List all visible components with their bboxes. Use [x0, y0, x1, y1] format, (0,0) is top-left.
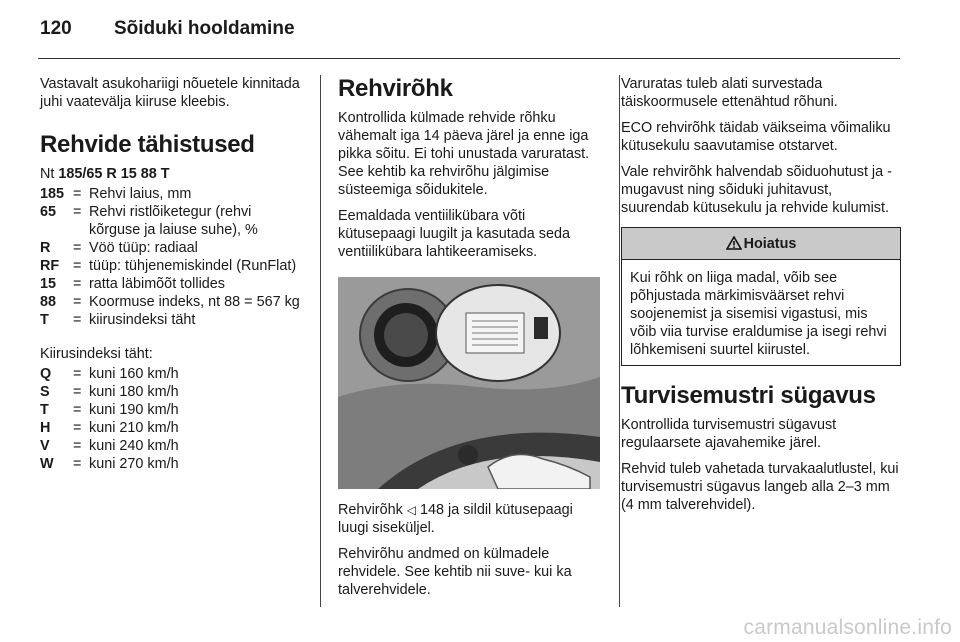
wrong-pressure-paragraph: Vale rehvirõhk halvendab sõiduohutust ja -mugavust ning sõiduki juhitavust, suurendab kütusekulu ja rehvide kulumist. — [621, 164, 892, 216]
list-item: S = kuni 180 km/h — [40, 384, 179, 400]
list-item: 15 = ratta läbimõõt tollides — [40, 276, 225, 292]
list-item: V = kuni 240 km/h — [40, 438, 179, 454]
list-item: 88 = Koormuse indeks, nt 88 = 567 kg — [40, 294, 300, 310]
list-item: 65 = Rehvi ristlõiketegur (rehvi kõrguse ja laiuse suhe), % — [40, 204, 258, 238]
column-divider — [619, 75, 620, 607]
pressure-paragraph-1: Kontrollida külmade rehvide rõhku vähemalt iga 14 päeva järel ja enne iga pikka sõitu. Ei tohi unustada varuratast. See kehtib ka rehvirõhu jälgimise süsteemiga sõidukitele. — [338, 110, 590, 198]
list-item: T = kuni 190 km/h — [40, 402, 179, 418]
pressure-paragraph-4: Rehvirõhu andmed on külmadele rehvidele. See kehtib nii suve- kui ka talverehvidele. — [338, 546, 572, 598]
example-code: 185/65 R 15 88 T — [58, 166, 170, 182]
tread-paragraph-1: Kontrollida turvisemustri sügavust regulaarsete ajavahemike järel. — [621, 417, 837, 451]
warning-header — [622, 228, 900, 260]
page-number: 120 — [40, 18, 72, 39]
example-line — [40, 165, 302, 183]
column-right — [621, 75, 901, 522]
column-divider — [320, 75, 321, 607]
list-item: W = kuni 270 km/h — [40, 456, 179, 472]
eco-pressure-paragraph: ECO rehvirõhk täidab väikseima võimaliku kütusekulu saavutamise otstarvet. — [621, 120, 891, 154]
spare-wheel-paragraph: Varuratas tuleb alati survestada täiskoormusele ettenähtud rõhuni. — [621, 76, 838, 110]
column-middle — [338, 75, 606, 607]
page-title: Sõiduki hooldamine — [114, 18, 295, 39]
warning-box — [621, 227, 901, 366]
header-divider — [38, 58, 900, 59]
warning-title: Hoiatus — [743, 236, 797, 252]
tire-code-list — [40, 185, 302, 329]
column-left — [40, 75, 302, 483]
warning-triangle-icon — [726, 236, 742, 250]
list-item: T = kiirusindeksi täht — [40, 312, 196, 328]
section-heading-tread-depth: Turvisemustri sügavus — [621, 382, 876, 409]
tread-paragraph-2: Rehvid tuleb vahetada turvakaalutlustel, kui turvisemustri sügavus langeb alla 2–3 mm (4 mm talverehvidel). — [621, 461, 899, 513]
fuel-flap-valve-cap-illustration — [338, 277, 600, 489]
list-item: RF = tüüp: tühjenemiskindel (RunFlat) — [40, 258, 297, 274]
watermark: carmanualsonline.info — [743, 616, 952, 639]
speed-index-intro: Kiirusindeksi täht: — [40, 346, 153, 362]
list-item: 185 = Rehvi laius, mm — [40, 186, 192, 202]
page-reference-arrow-icon: ◁ — [406, 503, 417, 517]
list-item: R = Vöö tüüp: radiaal — [40, 240, 198, 256]
speed-index-list — [40, 365, 302, 473]
pressure-reference-paragraph: Rehvirõhk ◁ 148 ja sildil kütusepaagi luugi siseküljel. — [338, 502, 573, 536]
pressure-paragraph-2: Eemaldada ventiilikübara võti kütusepaagi luugilt ja kasutada seda ventiilikübara lahtikeeramiseks. — [338, 208, 571, 260]
section-heading-tire-pressure: Rehvirõhk — [338, 75, 453, 102]
section-heading-tire-markings: Rehvide tähistused — [40, 131, 255, 158]
list-item: Q = kuni 160 km/h — [40, 366, 179, 382]
intro-paragraph: Vastavalt asukohariigi nõuetele kinnitada juhi vaatevälja kiiruse kleebis. — [40, 76, 300, 110]
list-item: H = kuni 210 km/h — [40, 420, 179, 436]
example-prefix: Nt — [40, 166, 59, 182]
warning-text: Kui rõhk on liiga madal, võib see põhjustada märkimisväärset rehvi soojenemist ja sisemisi vigastusi, mis võib viia turvise eraldumise ja isegi rehvi lõhkemiseni suurtel kiirustel. — [630, 270, 887, 358]
